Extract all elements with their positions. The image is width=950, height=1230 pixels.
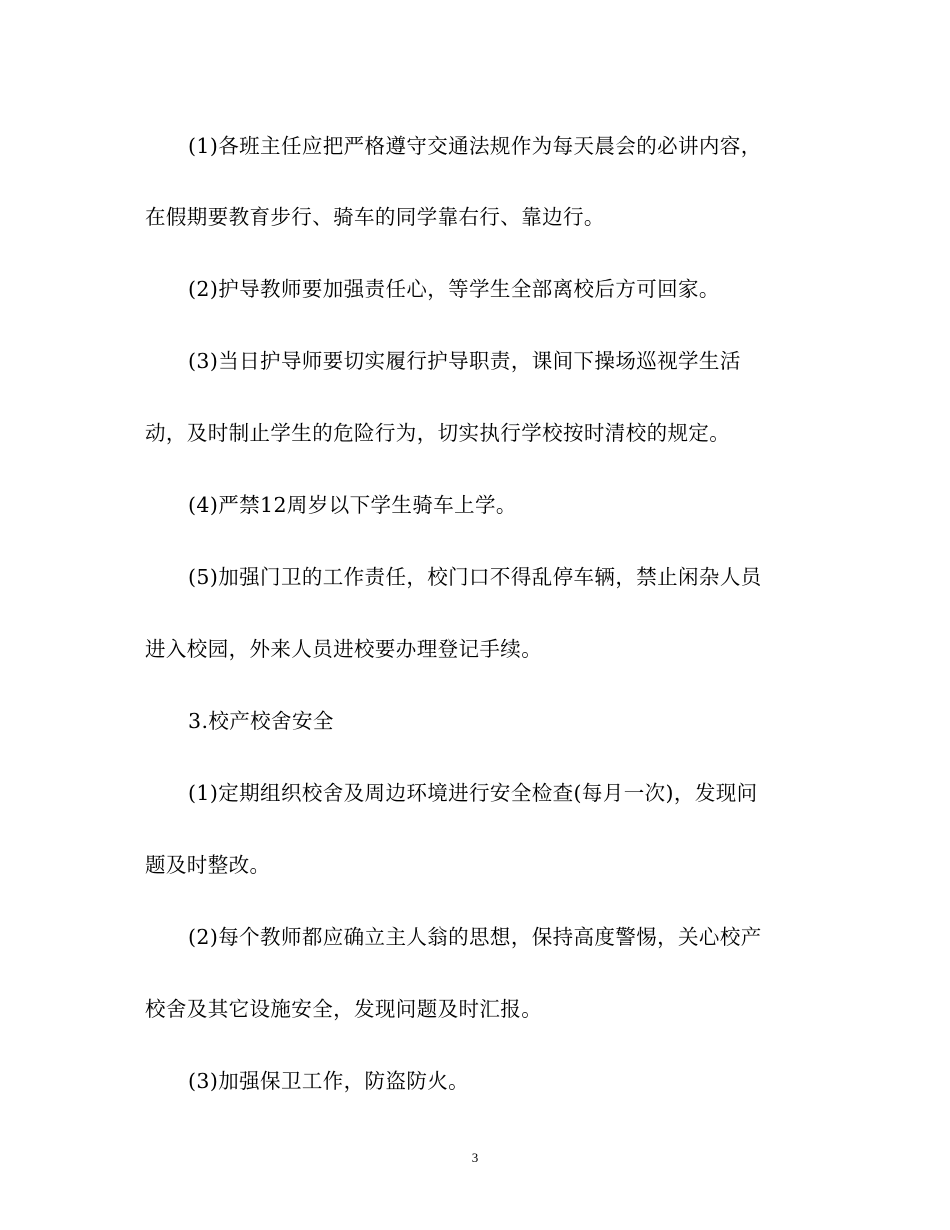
paragraph-line: (4)严禁12周岁以下学生骑车上学。 bbox=[188, 493, 517, 517]
paragraph-line: (2)护导教师要加强责任心，等学生全部离校后方可回家。 bbox=[188, 277, 720, 301]
paragraph-line: (3)当日护导师要切实履行护导职责，课间下操场巡视学生活 bbox=[188, 349, 741, 373]
paragraph-line: (1)各班主任应把严格遵守交通法规作为每天晨会的必讲内容， bbox=[188, 134, 762, 158]
section-heading: 3.校产校舍安全 bbox=[188, 709, 334, 733]
page-number: 3 bbox=[471, 1150, 479, 1165]
paragraph-line: (5)加强门卫的工作责任，校门口不得乱停车辆，禁止闲杂人员 bbox=[188, 565, 762, 589]
paragraph-line: 动，及时制止学生的危险行为，切实执行学校按时清校的规定。 bbox=[145, 421, 731, 445]
paragraph-line: 进入校园，外来人员进校要办理登记手续。 bbox=[145, 637, 543, 661]
paragraph-line: 校舍及其它设施安全，发现问题及时汇报。 bbox=[145, 997, 543, 1021]
paragraph-line: 在假期要教育步行、骑车的同学靠右行、靠边行。 bbox=[145, 205, 605, 229]
paragraph-line: (1)定期组织校舍及周边环境进行安全检查(每月一次)，发现问 bbox=[188, 781, 758, 805]
paragraph-line: (2)每个教师都应确立主人翁的思想，保持高度警惕，关心校产 bbox=[188, 925, 762, 949]
paragraph-line: (3)加强保卫工作，防盗防火。 bbox=[188, 1069, 470, 1093]
paragraph-line: 题及时整改。 bbox=[145, 853, 271, 877]
